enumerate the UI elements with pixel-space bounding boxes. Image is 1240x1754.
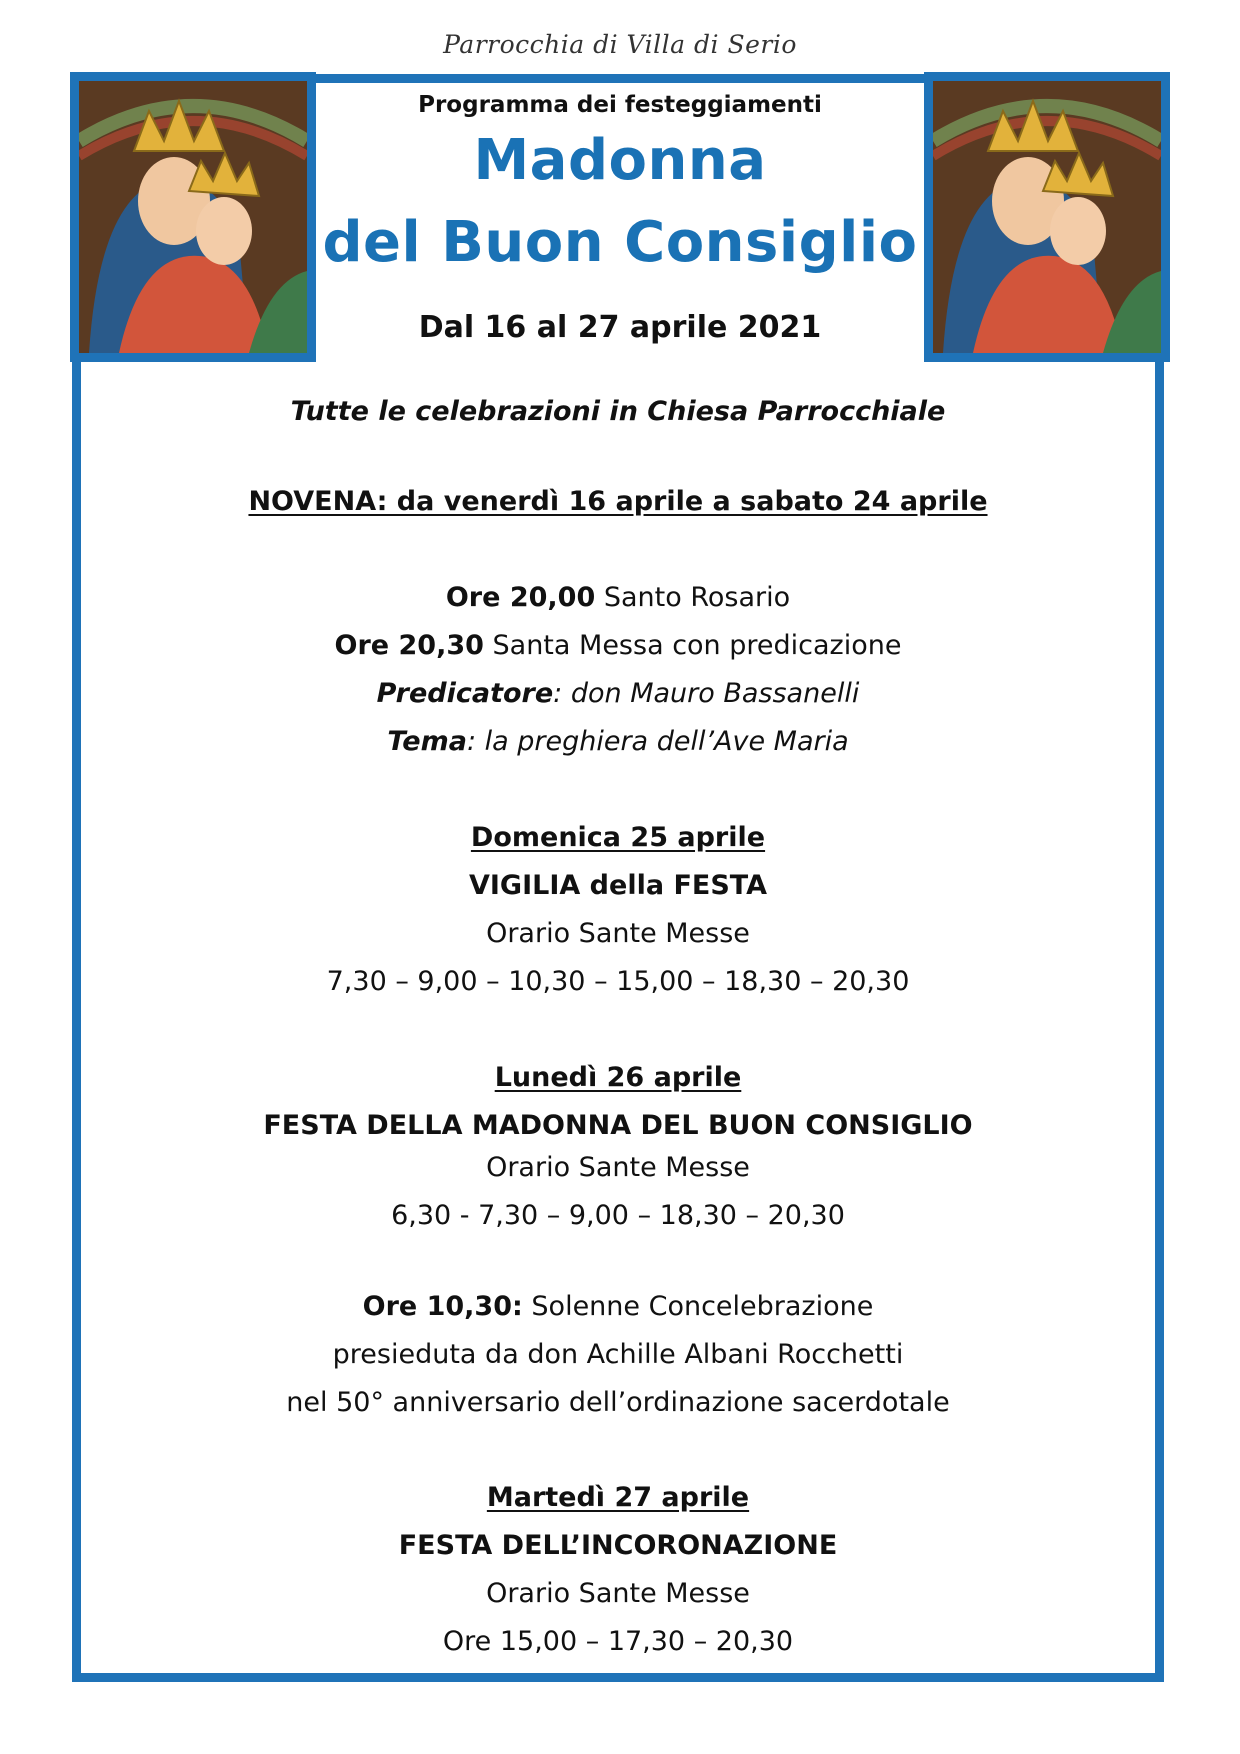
monday-presided: presieduta da don Achille Albani Rocchetti — [332, 1339, 904, 1370]
preacher-name: : don Mauro Bassanelli — [553, 678, 860, 709]
solemn-text: Solenne Concelebrazione — [531, 1291, 874, 1322]
madonna-image-left — [70, 72, 316, 362]
novena-heading: NOVENA: da venerdì 16 aprile a sabato 24 aprile — [248, 486, 988, 517]
intro-line: Tutte le celebrazioni in Chiesa Parrocchiale — [290, 396, 946, 427]
sunday-heading: Domenica 25 aprile — [470, 822, 766, 853]
mass-time: Ore 20,30 — [334, 630, 484, 661]
rosary-text: Santo Rosario — [603, 582, 791, 613]
theme-text: : la preghiera dell’Ave Maria — [466, 726, 849, 757]
program-subtitle: Programma dei festeggiamenti — [418, 92, 822, 118]
monday-heading: Lunedì 26 aprile — [494, 1062, 742, 1093]
preacher-label: Predicatore — [376, 678, 554, 709]
novena-theme — [80, 724, 1156, 760]
monday-anniversary: nel 50° anniversario dell’ordinazione sacerdotale — [286, 1387, 950, 1418]
tuesday-heading: Martedì 27 aprile — [486, 1482, 750, 1513]
monday-schedule-label: Orario Sante Messe — [486, 1152, 750, 1183]
title-line-1: Madonna — [473, 128, 767, 193]
tuesday-schedule-label: Orario Sante Messe — [486, 1578, 750, 1609]
novena-preacher — [80, 676, 1156, 712]
solemn-time: Ore 10,30: — [362, 1291, 523, 1322]
sunday-subtitle: VIGILIA della FESTA — [468, 870, 767, 901]
title-line-2: del Buon Consiglio — [322, 210, 918, 275]
novena-rosary — [80, 580, 1156, 616]
sunday-times: 7,30 – 9,00 – 10,30 – 15,00 – 18,30 – 20,30 — [326, 966, 910, 997]
mass-text: Santa Messa con predicazione — [492, 630, 902, 661]
rosary-time: Ore 20,00 — [445, 582, 596, 613]
madonna-icon — [933, 81, 1161, 353]
parish-name: Parrocchia di Villa di Serio — [443, 30, 797, 59]
event-dates: Dal 16 al 27 aprile 2021 — [418, 310, 822, 345]
theme-label: Tema — [387, 726, 467, 757]
tuesday-times: Ore 15,00 – 17,30 – 20,30 — [442, 1626, 794, 1657]
tuesday-subtitle: FESTA DELL’INCORONAZIONE — [398, 1530, 838, 1561]
monday-times: 6,30 - 7,30 – 9,00 – 18,30 – 20,30 — [391, 1200, 845, 1231]
madonna-image-right — [924, 72, 1170, 362]
monday-solemn — [80, 1289, 1156, 1325]
novena-mass — [80, 628, 1156, 664]
madonna-icon — [79, 81, 307, 353]
sunday-schedule-label: Orario Sante Messe — [486, 918, 750, 949]
monday-subtitle: FESTA DELLA MADONNA DEL BUON CONSIGLIO — [263, 1110, 973, 1141]
